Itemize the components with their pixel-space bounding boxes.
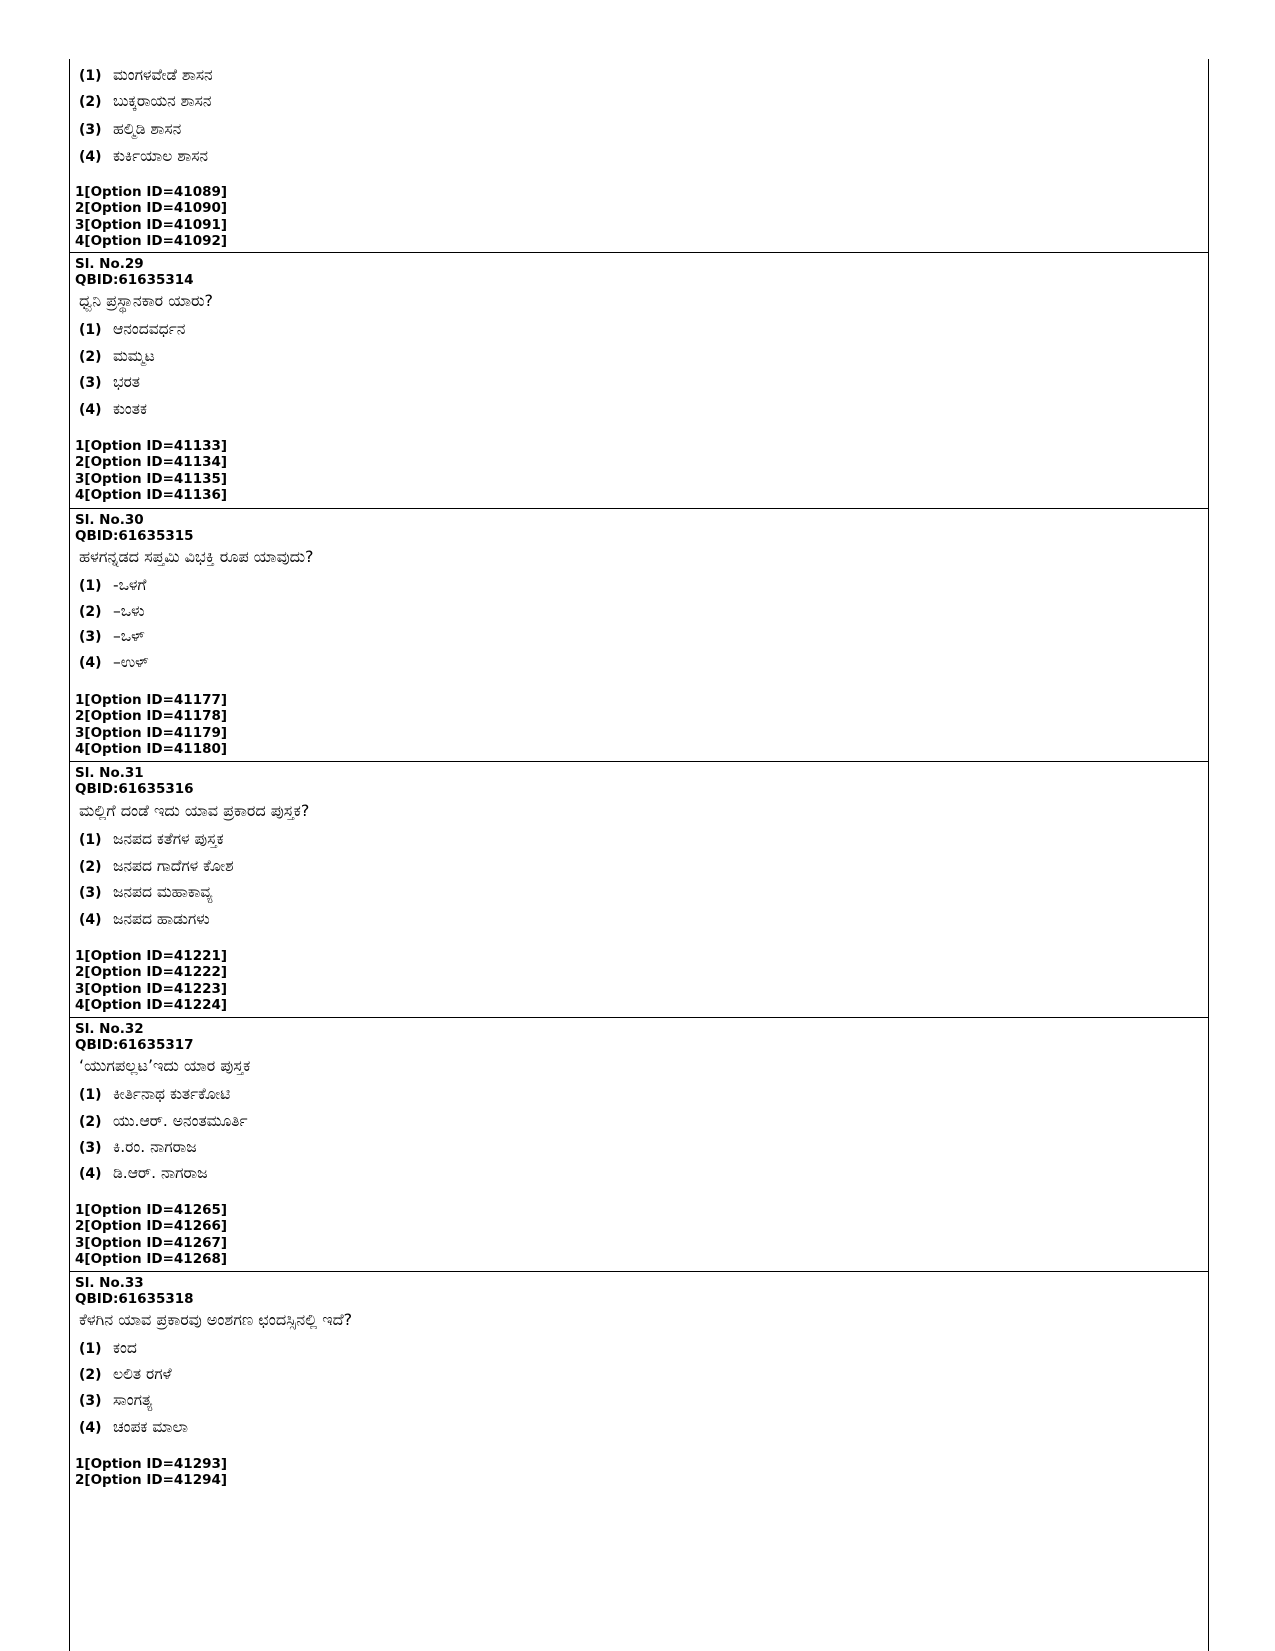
option-id-list bbox=[75, 438, 227, 503]
question-text: ‘ಯುಗಪಲ್ಲಟ’ಇದು ಯಾರ ಪುಸ್ತಕ bbox=[79, 1056, 251, 1075]
question-sheet bbox=[69, 59, 1209, 1651]
question-block-32 bbox=[70, 1017, 1208, 1271]
qbid: QBID:61635317 bbox=[75, 1037, 194, 1053]
option-1: (1) -ಒಳಗೆ bbox=[79, 576, 147, 594]
option-id: 4[Option ID=41136] bbox=[75, 486, 228, 503]
question-text: ಹಳಗನ್ನಡದ ಸಪ್ತಮಿ ವಿಭಕ್ತಿ ರೂಪ ಯಾವುದು? bbox=[79, 547, 314, 566]
option-2: (2) ಲಲಿತ ರಗಳೆ bbox=[79, 1365, 172, 1383]
option-id: 1[Option ID=41089] bbox=[75, 184, 228, 200]
option-1: (1) ಜನಪದ ಕತೆಗಳ ಪುಸ್ತಕ bbox=[79, 830, 224, 848]
option-id: 3[Option ID=41091] bbox=[75, 216, 228, 233]
option-id: 1[Option ID=41133] bbox=[75, 438, 228, 454]
question-block-28-continued bbox=[70, 59, 1208, 262]
option-id: 2[Option ID=41294] bbox=[75, 1472, 228, 1489]
question-block-33 bbox=[70, 1271, 1208, 1651]
option-id: 2[Option ID=41134] bbox=[75, 454, 228, 471]
serial-number: Sl. No.31 bbox=[75, 765, 144, 781]
option-4: (4) ಡಿ.ಆರ್. ನಾಗರಾಜ bbox=[79, 1164, 208, 1182]
option-id: 4[Option ID=41092] bbox=[75, 232, 228, 249]
qbid: QBID:61635314 bbox=[75, 272, 194, 288]
option-id-list bbox=[75, 948, 227, 1013]
option-4: (4) –ಉಳ್ bbox=[79, 653, 149, 671]
option-id-list bbox=[75, 1456, 227, 1489]
option-2: (2) ಮಮ್ಮಟ bbox=[79, 347, 155, 365]
question-block-30 bbox=[70, 508, 1208, 761]
option-id: 3[Option ID=41267] bbox=[75, 1234, 228, 1251]
option-id: 2[Option ID=41178] bbox=[75, 708, 228, 725]
option-4: (4) ಕುಂತಕ bbox=[79, 400, 147, 418]
option-id: 1[Option ID=41293] bbox=[75, 1456, 228, 1472]
option-id: 4[Option ID=41268] bbox=[75, 1250, 228, 1267]
question-text: ಮಲ್ಲಿಗೆ ದಂಡೆ ಇದು ಯಾವ ಪ್ರಕಾರದ ಪುಸ್ತಕ? bbox=[79, 801, 310, 820]
option-id: 1[Option ID=41221] bbox=[75, 948, 228, 964]
option-id: 1[Option ID=41265] bbox=[75, 1202, 228, 1218]
option-id-list bbox=[75, 692, 227, 757]
option-id-list bbox=[75, 1202, 227, 1267]
qbid: QBID:61635318 bbox=[75, 1291, 194, 1307]
option-4: (4) ಕುರ್ಕಿಯಾಲ ಶಾಸನ bbox=[79, 147, 209, 165]
qbid: QBID:61635316 bbox=[75, 781, 194, 797]
question-text: ಧ್ವನಿ ಪ್ರಸ್ಥಾನಕಾರ ಯಾರು? bbox=[79, 291, 214, 310]
option-2: (2) –ಒಳು bbox=[79, 602, 145, 620]
option-3: (3) ಭರತ bbox=[79, 373, 141, 391]
option-3: (3) ಹಲ್ಮಿಡಿ ಶಾಸನ bbox=[79, 120, 182, 138]
option-3: (3) ಕಿ.ರಂ. ನಾಗರಾಜ bbox=[79, 1138, 197, 1156]
option-id: 3[Option ID=41223] bbox=[75, 980, 228, 997]
option-3: (3) ಸಾಂಗತ್ಯ bbox=[79, 1391, 153, 1409]
option-1: (1) ಮಂಗಳವೇಡೆ ಶಾಸನ bbox=[79, 66, 213, 84]
serial-number: Sl. No.29 bbox=[75, 256, 144, 272]
option-1: (1) ಕೀರ್ತಿನಾಥ ಕುರ್ತಕೋಟಿ bbox=[79, 1085, 231, 1103]
option-3: (3) –ಒಳ್ bbox=[79, 627, 145, 645]
question-block-29 bbox=[70, 252, 1208, 508]
question-block-31 bbox=[70, 761, 1208, 1017]
option-4: (4) ಚಂಪಕ ಮಾಲಾ bbox=[79, 1418, 189, 1436]
option-id: 1[Option ID=41177] bbox=[75, 692, 228, 708]
option-id: 4[Option ID=41180] bbox=[75, 740, 228, 757]
question-text: ಕೆಳಗಿನ ಯಾವ ಪ್ರಕಾರವು ಅಂಶಗಣ ಛಂದಸ್ಸಿನಲ್ಲಿ ಇದೆ? bbox=[79, 1310, 353, 1329]
qbid: QBID:61635315 bbox=[75, 528, 194, 544]
option-3: (3) ಜನಪದ ಮಹಾಕಾವ್ಯ bbox=[79, 883, 213, 901]
option-id: 3[Option ID=41179] bbox=[75, 724, 228, 741]
option-id: 3[Option ID=41135] bbox=[75, 470, 228, 487]
option-id: 2[Option ID=41090] bbox=[75, 200, 228, 217]
option-1: (1) ಆನಂದವರ್ಧನ bbox=[79, 320, 186, 338]
option-id-list bbox=[75, 184, 227, 249]
serial-number: Sl. No.33 bbox=[75, 1275, 144, 1291]
option-1: (1) ಕಂದ bbox=[79, 1339, 137, 1357]
option-id: 4[Option ID=41224] bbox=[75, 996, 228, 1013]
serial-number: Sl. No.30 bbox=[75, 512, 144, 528]
option-id: 2[Option ID=41266] bbox=[75, 1218, 228, 1235]
serial-number: Sl. No.32 bbox=[75, 1021, 144, 1037]
option-2: (2) ಯು.ಆರ್. ಅನಂತಮೂರ್ತಿ bbox=[79, 1112, 248, 1130]
option-4: (4) ಜನಪದ ಹಾಡುಗಳು bbox=[79, 910, 210, 928]
option-2: (2) ಬುಕ್ಕರಾಯನ ಶಾಸನ bbox=[79, 92, 212, 110]
option-id: 2[Option ID=41222] bbox=[75, 964, 228, 981]
option-2: (2) ಜನಪದ ಗಾದೆಗಳ ಕೋಶ bbox=[79, 857, 234, 875]
